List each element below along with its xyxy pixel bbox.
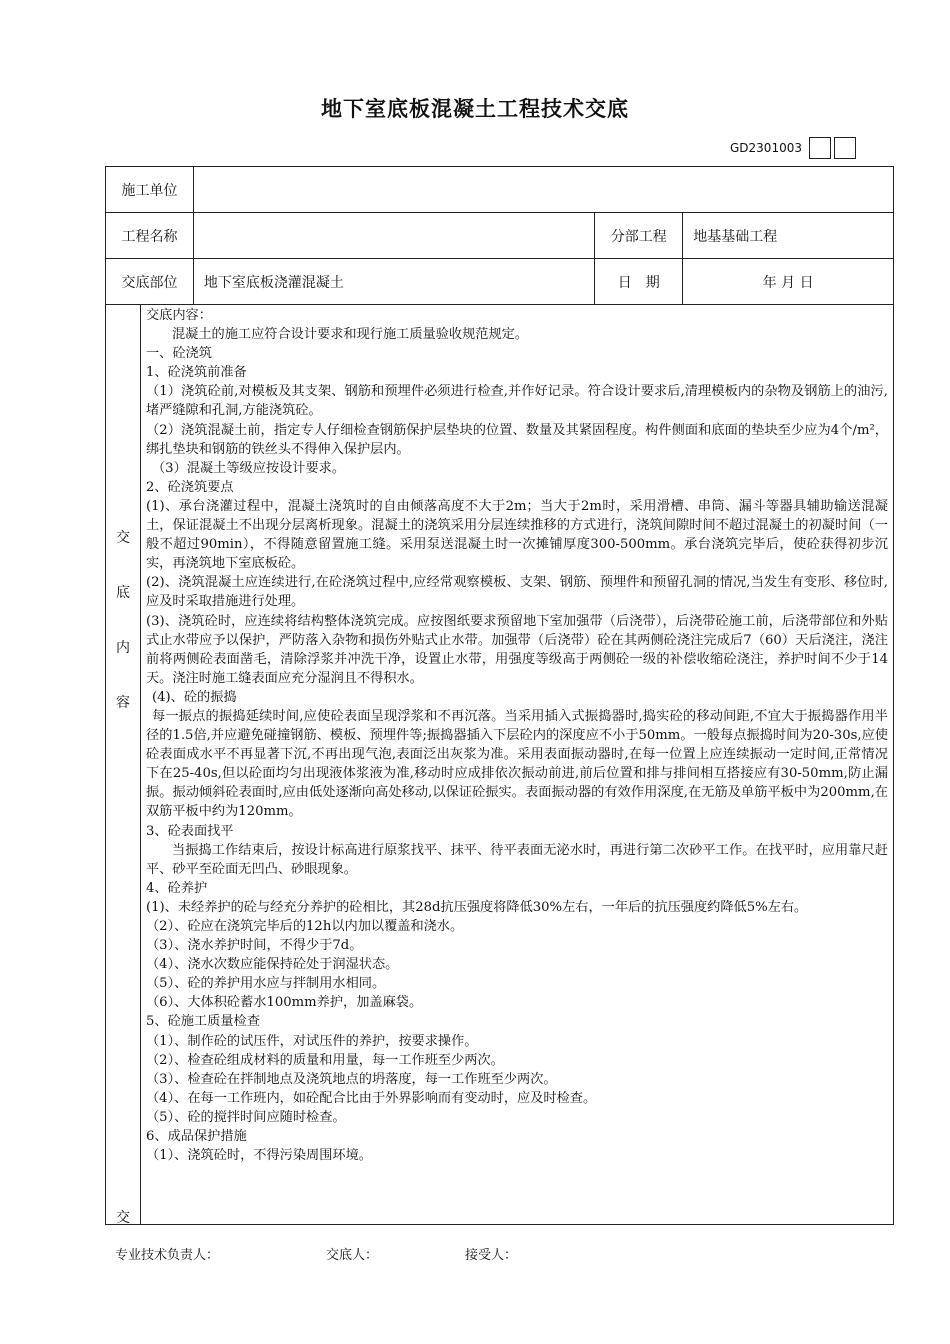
content-line: 每一振点的振捣延续时间,应使砼表面呈现浮浆和不再沉落。当采用插入式振捣器时,捣实砼的移动间距,不宜大于振捣器作用半径的1.5倍,并应避免碰撞钢筋、模板、预埋件等;振捣器插入下层砼内的深度应不小于50mm。一般每点振捣时间为20-30s,应使砼表面成水平不再显著下沉,不再出现气泡,表面泛出灰浆为准。采用表面振动器时,在每一位置上应连续振动一定时间,正常情况下在25-40s,但以砼面均匀出现液体浆液为准,移动时应成排依次振动前进,前后位置和排与排间相互搭接应有30-50mm,防止漏振。振动倾斜砼表面时,应由低处逐渐向高处移动,以保证砼振实。表面振动器的有效作用深度,在无筋及单筋平板中为200mm,在双筋平板中约为120mm。 bbox=[146, 708, 888, 820]
content-line: （1）、制作砼的试压件，对试压件的养护，按要求操作。 bbox=[146, 1033, 478, 1049]
content-line: （3）、检查砼在拌制地点及浇筑地点的坍落度，每一工作班至少两次。 bbox=[146, 1071, 557, 1087]
disclosure-content-box bbox=[105, 304, 894, 1225]
content-line: （6）、大体积砼蓄水100mm养护，加盖麻袋。 bbox=[146, 995, 423, 1011]
doc-code: GD2301003 bbox=[730, 141, 802, 155]
content-line: （4）、在每一工作班内，如砼配合比由于外界影响而有变动时，应及时检查。 bbox=[146, 1090, 597, 1106]
side-char: 交 bbox=[116, 530, 130, 546]
content-line: 混凝土的施工应符合设计要求和现行施工质量验收规范规定。 bbox=[172, 327, 529, 343]
content-line: 4、砼养护 bbox=[146, 880, 208, 896]
project-value[interactable] bbox=[193, 213, 594, 259]
content-line: 5、砼施工质量检查 bbox=[146, 1014, 260, 1030]
receiver-label: 接受人： bbox=[465, 1248, 518, 1263]
content-line: 2、砼浇筑要点 bbox=[146, 479, 234, 495]
content-line: 交底内容： bbox=[146, 308, 212, 323]
content-line: 一、砼浇筑 bbox=[146, 346, 212, 362]
side-char: 底 bbox=[116, 585, 130, 601]
sub-label: 分部工程 bbox=[595, 213, 683, 259]
side-char: 容 bbox=[116, 695, 130, 711]
row-part bbox=[106, 259, 894, 305]
date-value[interactable]: 年 月 日 bbox=[683, 259, 894, 305]
content-line: (1)、未经养护的砼与经充分养护的砼相比，其28d抗压强度将降低30%左右，一年后的抗压强度约降低5%左右。 bbox=[146, 899, 808, 915]
date-label: 日 期 bbox=[595, 259, 683, 305]
project-label: 工程名称 bbox=[106, 213, 194, 259]
content-line: （1）、浇筑砼时，不得污染周围环境。 bbox=[146, 1148, 372, 1164]
content-line: (4)、砼的振捣 bbox=[152, 689, 237, 705]
content-line: 6、成品保护措施 bbox=[146, 1129, 247, 1145]
content-line: 3、砼表面找平 bbox=[146, 823, 234, 839]
content-line: (1)、承台浇灌过程中，混凝土浇筑时的自由倾落高度不大于2m；当大于2m时，采用滑槽、串筒、漏斗等器具辅助输送混凝土，保证混凝土不出现分层离析现象。混凝土的浇筑采用分层连续推移的方式进行，浇筑间隙时间不超过混凝土的初凝时间（一般不超过90min），不得随意留置施工缝。采用泵送混凝土时一次摊铺厚度300-500mm。承台浇筑完毕后，使砼获得初步沉实，再浇筑地下室底板砼。 bbox=[146, 498, 888, 572]
disclosure-text bbox=[146, 306, 888, 1165]
content-line: （3）、浇水养护时间，不得少于7d。 bbox=[146, 938, 363, 954]
content-line: （4）、浇水次数应能保持砼处于润湿状态。 bbox=[146, 957, 399, 973]
document-title: 地下室底板混凝土工程技术交底 bbox=[321, 97, 629, 121]
content-line: （2）、检查砼组成材料的质量和用量，每一工作班至少两次。 bbox=[146, 1052, 504, 1068]
unit-label: 施工单位 bbox=[106, 167, 194, 213]
content-line: (3)、浇筑砼时，应连续将结构整体浇筑完成。应按图纸要求预留地下室加强带（后浇带），后浇带砼施工前，后浇带部位和外贴式止水带应予以保护，严防落入杂物和损伤外贴式止水带。加强带（后浇带）砼在其两侧砼浇注完成后7（60）天后浇注，浇注前将两侧砼表面凿毛，清除浮浆并冲洗干净，设置止水带，用强度等级高于两侧砼一级的补偿收缩砼浇注，养护时间不少于14天。浇注时施工缝表面应充分湿润且不得积水。 bbox=[146, 613, 888, 686]
doc-code-row bbox=[730, 136, 856, 160]
part-label: 交底部位 bbox=[106, 259, 194, 305]
tech-lead-label: 专业技术负责人： bbox=[115, 1248, 220, 1263]
row-project bbox=[106, 213, 894, 259]
content-line: （1）浇筑砼前,对模板及其支架、钢筋和预埋件必须进行检查,并作好记录。符合设计要求后,清理模板内的杂物及钢筋上的油污,堵严缝隙和孔洞,方能浇筑砼。 bbox=[146, 384, 888, 419]
side-char: 交 bbox=[116, 1210, 130, 1226]
part-value[interactable]: 地下室底板浇灌混凝土 bbox=[193, 259, 594, 305]
content-line: （5）、砼的养护用水应与拌制用水相同。 bbox=[146, 976, 386, 992]
content-line: （2）浇筑混凝土前，指定专人仔细检查钢筋保护层垫块的位置、数量及其紧固程度。构件侧面和底面的垫块至少应为4个/m²，绑扎垫块和钢筋的铁丝头不得伸入保护层内。 bbox=[146, 422, 888, 457]
content-line: （2）、砼应在浇筑完毕后的12h以内加以覆盖和浇水。 bbox=[146, 919, 464, 934]
side-label-column bbox=[106, 305, 141, 1224]
content-line: 当振捣工作结束后，按设计标高进行原浆找平、抹平、待平表面无泌水时，再进行第二次砂平工作。在找平时，应用靠尺赶平、砂平至砼面无凹凸、砂眼现象。 bbox=[146, 842, 888, 877]
sub-value[interactable]: 地基基础工程 bbox=[683, 213, 894, 259]
content-line: 1、砼浇筑前准备 bbox=[146, 365, 247, 381]
header-table bbox=[105, 166, 894, 305]
row-unit bbox=[106, 167, 894, 213]
content-line: （5）、砼的搅拌时间应随时检查。 bbox=[146, 1109, 346, 1125]
code-box-2[interactable] bbox=[834, 137, 856, 159]
content-line: （3）混凝土等级应按设计要求。 bbox=[152, 460, 346, 476]
unit-value[interactable] bbox=[193, 167, 893, 213]
content-line: (2)、浇筑混凝土应连续进行,在砼浇筑过程中,应经常观察模板、支架、钢筋、预埋件和预留孔洞的情况,当发生有变形、移位时,应及时采取措施进行处理。 bbox=[146, 575, 888, 610]
discloser-label: 交底人： bbox=[326, 1248, 379, 1263]
code-box-1[interactable] bbox=[809, 137, 831, 159]
side-char: 内 bbox=[116, 640, 130, 656]
